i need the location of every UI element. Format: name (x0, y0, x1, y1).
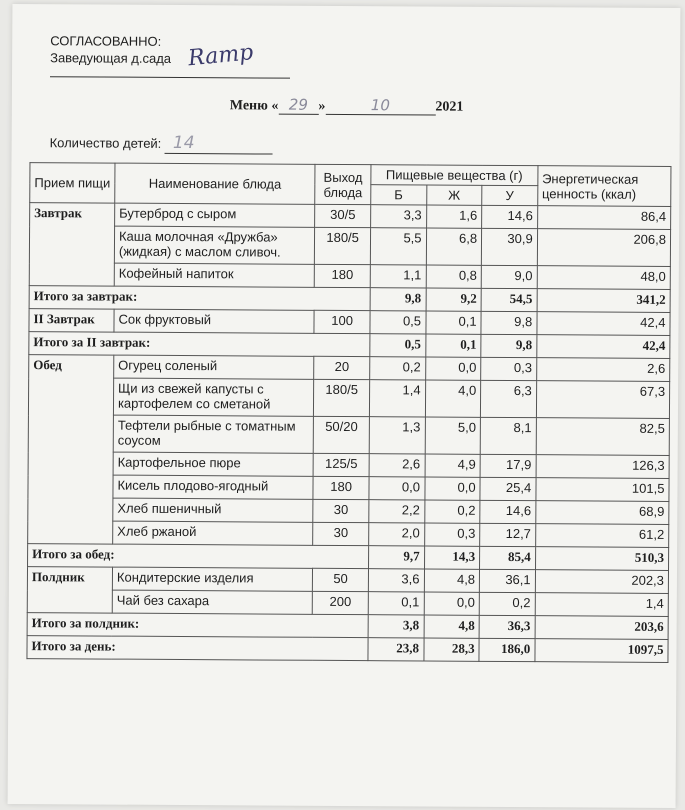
protein-cell: 5,5 (370, 228, 426, 265)
total-label: Итого за обед: (28, 544, 369, 569)
protein-cell: 0,0 (369, 477, 425, 500)
approval-block (50, 32, 255, 72)
total-label: Итого за II завтрак: (29, 332, 370, 357)
dish-cell: Тефтели рыбные с томатным соусом (113, 415, 314, 453)
output-cell: 50/20 (314, 416, 370, 453)
protein-cell: 2,6 (369, 454, 425, 477)
energy-cell: 341,2 (537, 289, 670, 313)
menu-close-quote: » (318, 98, 326, 114)
energy-cell: 61,2 (535, 524, 668, 548)
menu-table-body (27, 203, 671, 663)
fat-cell: 0,8 (426, 265, 482, 288)
fat-cell: 0,1 (425, 334, 481, 357)
header-b: Б (371, 185, 427, 205)
dish-cell: Бутерброд с сыром (115, 203, 316, 227)
carb-cell: 186,0 (479, 638, 535, 661)
protein-cell: 1,3 (369, 417, 425, 454)
output-cell: 30 (313, 522, 369, 545)
fat-cell: 9,2 (426, 288, 482, 311)
protein-cell: 9,8 (370, 288, 426, 311)
carb-cell: 85,4 (480, 546, 536, 569)
output-cell: 180/5 (314, 379, 370, 416)
carb-cell: 9,0 (481, 265, 537, 288)
fat-cell: 0,0 (424, 592, 480, 615)
protein-cell: 1,4 (369, 380, 425, 417)
fat-cell: 4,8 (424, 569, 480, 592)
menu-year: 2021 (435, 99, 464, 115)
protein-cell: 2,0 (369, 523, 425, 546)
fat-cell: 1,6 (426, 205, 482, 228)
output-cell: 180 (315, 264, 371, 287)
menu-sheet (8, 4, 681, 808)
carb-cell: 0,2 (479, 592, 535, 615)
dish-cell: Картофельное пюре (113, 452, 314, 476)
output-cell: 180 (313, 476, 369, 499)
meal-cell: II Завтрак (29, 309, 114, 333)
dish-cell: Сок фруктовый (114, 309, 315, 333)
header-output: Выход блюда (315, 164, 371, 204)
dish-cell: Щи из свежей капусты с картофелем со сметаной (113, 378, 314, 416)
meal-cell: Обед (28, 355, 114, 545)
output-cell: 200 (313, 591, 369, 614)
output-cell: 180/5 (315, 227, 371, 264)
fat-cell: 28,3 (423, 638, 479, 661)
menu-day: 29 (278, 96, 318, 115)
dish-cell: Хлеб ржаной (113, 521, 314, 545)
energy-cell: 86,4 (537, 206, 670, 230)
protein-cell: 23,8 (368, 638, 424, 661)
fat-cell: 0,3 (424, 523, 480, 546)
children-count-line (50, 132, 273, 154)
energy-cell: 510,3 (535, 547, 668, 571)
signature: Ramp (187, 40, 255, 72)
dish-cell: Каша молочная «Дружба» (жидкая) с маслом сливоч. (114, 226, 315, 264)
energy-cell: 68,9 (536, 501, 669, 525)
total-label: Итого за завтрак: (29, 286, 370, 311)
total-row (27, 636, 668, 663)
output-cell: 20 (314, 356, 370, 379)
carb-cell: 36,3 (479, 615, 535, 638)
header-dish: Наименование блюда (115, 163, 316, 204)
header-meal: Прием пищи (30, 163, 115, 204)
carb-cell: 6,3 (481, 380, 537, 417)
carb-cell: 8,1 (480, 417, 536, 454)
protein-cell: 0,1 (368, 592, 424, 615)
dish-cell: Кондитерские изделия (112, 567, 313, 591)
table-row (28, 415, 669, 456)
total-label: Итого за день: (27, 636, 368, 661)
energy-cell: 1097,5 (535, 639, 668, 663)
header-nutrients: Пищевые вещества (г) (371, 165, 538, 186)
header-energy: Энергетическая ценность (ккал) (537, 166, 671, 207)
fat-cell: 4,9 (425, 454, 481, 477)
meal-cell: Завтрак (29, 203, 114, 287)
approved-label: СОГЛАСОВАННО: (50, 33, 162, 49)
protein-cell: 2,2 (369, 500, 425, 523)
energy-cell: 202,3 (535, 570, 668, 594)
table-row (29, 226, 670, 267)
energy-cell: 126,3 (536, 455, 669, 479)
total-label: Итого за полдник: (27, 613, 368, 638)
carb-cell: 12,7 (480, 523, 536, 546)
output-cell: 50 (313, 568, 369, 591)
position-label: Заведующая д.сада (50, 50, 172, 66)
energy-cell: 42,4 (537, 312, 670, 336)
energy-cell: 48,0 (537, 266, 670, 290)
protein-cell: 0,5 (370, 311, 426, 334)
dish-cell: Огурец соленый (114, 355, 315, 379)
energy-cell: 206,8 (537, 229, 671, 267)
protein-cell: 0,5 (370, 334, 426, 357)
carb-cell: 25,4 (480, 477, 536, 500)
carb-cell: 36,1 (479, 569, 535, 592)
dish-cell: Чай без сахара (112, 590, 313, 614)
energy-cell: 1,4 (535, 593, 668, 617)
signature-line (50, 76, 290, 78)
protein-cell: 3,8 (368, 615, 424, 638)
carb-cell: 17,9 (480, 454, 536, 477)
energy-cell: 42,4 (537, 335, 670, 359)
energy-cell: 67,3 (536, 381, 670, 419)
dish-cell: Кисель плодово-ягодный (113, 475, 314, 499)
energy-cell: 101,5 (536, 478, 669, 502)
carb-cell: 9,8 (481, 311, 537, 334)
header-u: У (482, 185, 538, 205)
carb-cell: 54,5 (481, 288, 537, 311)
fat-cell: 14,3 (424, 546, 480, 569)
protein-cell: 3,3 (371, 205, 427, 228)
fat-cell: 0,0 (424, 477, 480, 500)
table-row (28, 378, 669, 419)
fat-cell: 0,2 (424, 500, 480, 523)
fat-cell: 4,0 (425, 380, 481, 417)
fat-cell: 5,0 (425, 417, 481, 454)
carb-cell: 9,8 (481, 334, 537, 357)
header-zh: Ж (426, 185, 482, 205)
children-count: 14 (165, 133, 273, 155)
meal-cell: Полдник (27, 567, 112, 614)
protein-cell: 0,2 (370, 357, 426, 380)
fat-cell: 4,8 (424, 615, 480, 638)
carb-cell: 14,6 (480, 500, 536, 523)
dish-cell: Кофейный напиток (114, 263, 315, 287)
menu-label: Меню « (229, 98, 279, 114)
fat-cell: 6,8 (426, 228, 482, 265)
energy-cell: 2,6 (536, 358, 669, 382)
menu-table (26, 162, 671, 663)
protein-cell: 9,7 (368, 546, 424, 569)
carb-cell: 0,3 (481, 357, 537, 380)
protein-cell: 1,1 (370, 265, 426, 288)
output-cell: 30/5 (315, 204, 371, 227)
output-cell: 125/5 (313, 453, 369, 476)
output-cell: 100 (314, 310, 370, 333)
fat-cell: 0,1 (425, 311, 481, 334)
protein-cell: 3,6 (368, 569, 424, 592)
output-cell: 30 (313, 499, 369, 522)
energy-cell: 203,6 (535, 616, 668, 640)
carb-cell: 30,9 (481, 228, 537, 265)
carb-cell: 14,6 (482, 205, 538, 228)
energy-cell: 82,5 (536, 418, 670, 456)
dish-cell: Хлеб пшеничный (113, 498, 314, 522)
menu-title (230, 95, 464, 115)
fat-cell: 0,0 (425, 357, 481, 380)
children-label: Количество детей: (49, 135, 162, 151)
menu-month: 10 (325, 96, 435, 116)
